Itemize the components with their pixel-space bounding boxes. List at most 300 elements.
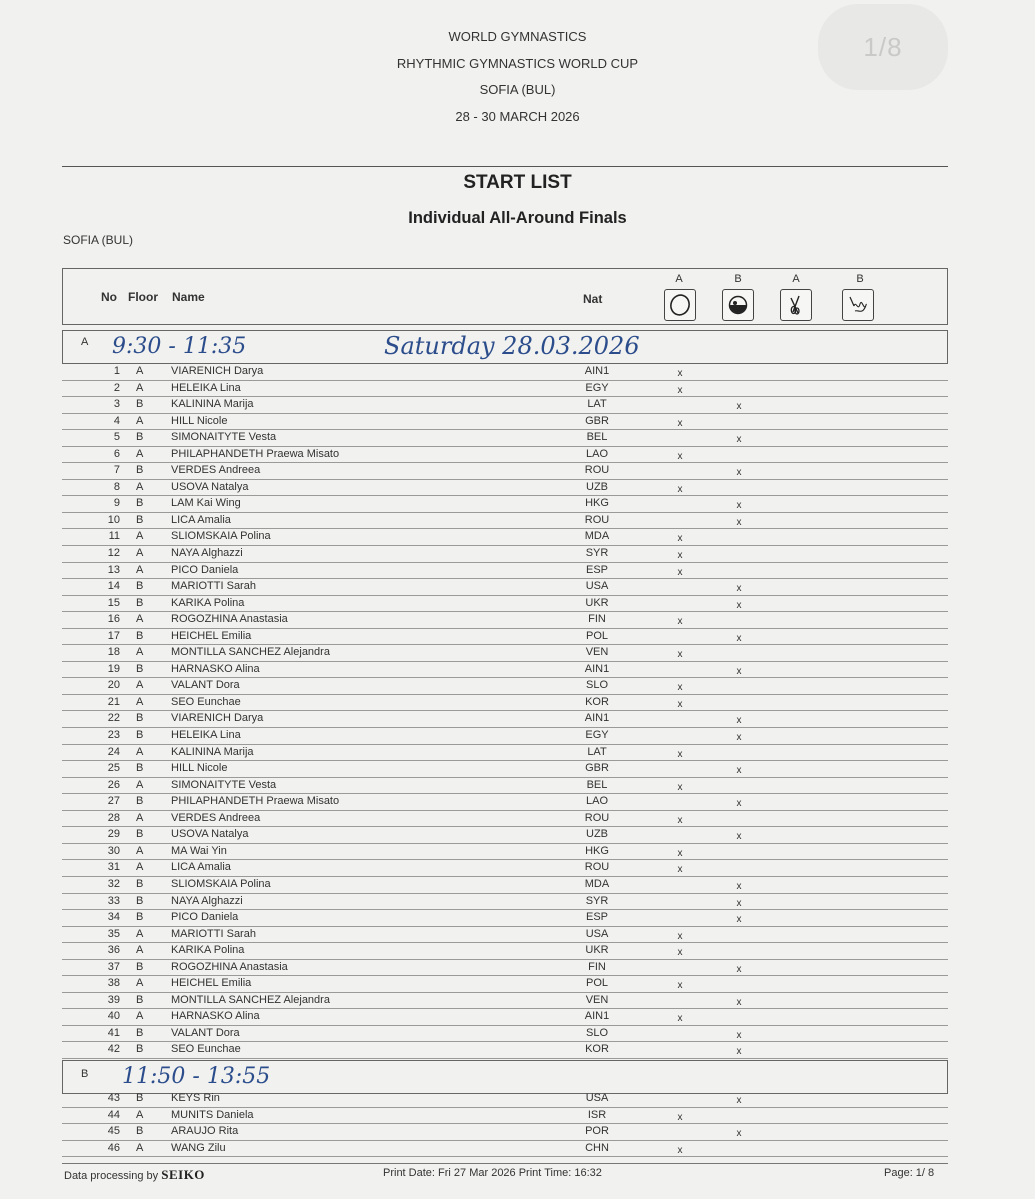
- athlete-nat: SYR: [585, 547, 609, 560]
- athlete-name: HEICHEL Emilia: [171, 629, 252, 642]
- event-name: RHYTHMIC GYMNASTICS WORLD CUP: [396, 55, 639, 71]
- athlete-nat: UKR: [585, 596, 609, 609]
- athlete-no: 5: [113, 431, 120, 444]
- athlete-floor: B: [136, 629, 144, 642]
- athlete-no: 20: [107, 679, 120, 692]
- athlete-name: VIARENICH Darya: [171, 712, 264, 725]
- athlete-name: KARIKA Polina: [171, 944, 245, 957]
- footer-data-processing: [64, 1167, 205, 1183]
- table-row: [62, 1108, 948, 1125]
- athlete-no: 31: [107, 861, 120, 874]
- group-a-time-handwritten: 9:30 - 11:35: [112, 334, 247, 359]
- athlete-no: 23: [107, 729, 120, 742]
- athlete-floor: B: [136, 497, 144, 510]
- table-row: [62, 645, 948, 662]
- athlete-nat: HKG: [585, 497, 609, 510]
- apparatus-mark: x: [736, 732, 742, 744]
- athlete-floor: B: [136, 911, 144, 924]
- athlete-nat: BEL: [586, 778, 608, 791]
- athlete-floor: B: [136, 580, 144, 593]
- table-row: [62, 513, 948, 530]
- table-row: [62, 381, 948, 398]
- page-subtitle: Individual All-Around Finals: [408, 209, 627, 227]
- table-row: [62, 678, 948, 695]
- table-row: [62, 662, 948, 679]
- table-row: [62, 496, 948, 513]
- apparatus-mark: x: [736, 1128, 742, 1140]
- athlete-floor: B: [136, 795, 144, 808]
- athlete-no: 7: [113, 464, 120, 477]
- athlete-name: SIMONAITYTE Vesta: [171, 778, 277, 791]
- athlete-no: 9: [113, 497, 120, 510]
- athlete-name: KEYS Rin: [171, 1092, 220, 1104]
- data-processing-label: Data processing by: [64, 1170, 159, 1182]
- hoop-icon: [664, 289, 696, 321]
- apparatus-mark: x: [677, 533, 683, 545]
- athlete-name: PICO Daniela: [171, 911, 239, 924]
- apparatus-mark: x: [736, 1029, 742, 1041]
- apparatus-mark: x: [736, 715, 742, 727]
- athlete-floor: A: [136, 480, 144, 493]
- table-row: [62, 711, 948, 728]
- table-row: [62, 430, 948, 447]
- athlete-name: PICO Daniela: [171, 563, 239, 576]
- table-row: [62, 1042, 948, 1059]
- athlete-nat: SLO: [585, 679, 608, 692]
- athlete-floor: A: [136, 695, 144, 708]
- athlete-floor: A: [136, 927, 144, 940]
- athlete-name: HELEIKA Lina: [171, 729, 241, 742]
- athlete-floor: A: [136, 613, 144, 626]
- apparatus-mark: x: [677, 483, 683, 495]
- athlete-name: PHILAPHANDETH Praewa Misato: [171, 795, 340, 808]
- athlete-name: WANG Zilu: [171, 1141, 226, 1154]
- athlete-nat: ROU: [584, 811, 610, 824]
- ball-icon: [722, 289, 754, 321]
- athlete-nat: KOR: [585, 1043, 609, 1056]
- col-header-floor: Floor: [128, 290, 158, 304]
- apparatus-mark: x: [736, 401, 742, 413]
- table-row: [62, 927, 948, 944]
- event-header: [0, 24, 1035, 130]
- athlete-name: HILL Nicole: [171, 414, 228, 427]
- athlete-floor: B: [136, 1125, 144, 1138]
- athlete-floor: A: [136, 414, 144, 427]
- apparatus-mark: x: [736, 599, 742, 611]
- apparatus-mark: x: [736, 963, 742, 975]
- table-row: [62, 761, 948, 778]
- athlete-name: ARAUJO Rita: [171, 1125, 239, 1138]
- athlete-floor: B: [136, 729, 144, 742]
- apparatus-mark: x: [736, 434, 742, 446]
- apparatus-mark: x: [677, 1013, 683, 1025]
- athlete-nat: FIN: [588, 613, 606, 626]
- athlete-no: 41: [107, 1026, 120, 1039]
- athlete-name: HARNASKO Alina: [171, 1010, 260, 1023]
- table-row: [62, 910, 948, 927]
- table-row: [62, 596, 948, 613]
- athlete-nat: AIN1: [584, 365, 610, 377]
- athlete-floor: A: [136, 944, 144, 957]
- athlete-floor: B: [136, 960, 144, 973]
- athlete-name: NAYA Alghazzi: [171, 547, 243, 560]
- athlete-name: VERDES Andreea: [171, 811, 261, 824]
- athlete-floor: A: [136, 1141, 144, 1154]
- athlete-name: HEICHEL Emilia: [171, 977, 252, 990]
- athlete-nat: VEN: [585, 993, 609, 1006]
- athlete-nat: MDA: [584, 877, 610, 890]
- athlete-nat: ESP: [585, 563, 608, 576]
- athlete-no: 46: [107, 1141, 120, 1154]
- apparatus-mark: x: [736, 831, 742, 843]
- apparatus-mark: x: [677, 550, 683, 562]
- athlete-no: 25: [107, 762, 120, 775]
- start-list-table-a: [62, 364, 948, 1059]
- apparatus-mark: x: [736, 914, 742, 926]
- athlete-nat: CHN: [585, 1141, 609, 1154]
- group-a-day-handwritten: Saturday 28.03.2026: [384, 332, 640, 360]
- athlete-floor: B: [136, 431, 144, 444]
- athlete-name: VALANT Dora: [171, 1026, 240, 1039]
- athlete-nat: SYR: [585, 894, 609, 907]
- table-row: [62, 877, 948, 894]
- athlete-floor: B: [136, 1092, 144, 1104]
- athlete-no: 37: [107, 960, 120, 973]
- apparatus-mark: x: [677, 781, 683, 793]
- footer-page-number: Page: 1/ 8: [884, 1167, 935, 1179]
- athlete-name: NAYA Alghazzi: [171, 894, 243, 907]
- page-title: START LIST: [463, 172, 572, 193]
- athlete-no: 39: [107, 993, 120, 1006]
- apparatus-mark: x: [677, 384, 683, 396]
- athlete-no: 24: [107, 745, 120, 758]
- athlete-no: 19: [107, 662, 120, 675]
- athlete-floor: B: [136, 398, 144, 411]
- athlete-no: 17: [107, 629, 120, 642]
- athlete-floor: A: [136, 530, 144, 543]
- athlete-name: MONTILLA SANCHEZ Alejandra: [171, 646, 330, 659]
- athlete-no: 44: [107, 1108, 120, 1121]
- athlete-no: 27: [107, 795, 120, 808]
- athlete-name: SLIOMSKAIA Polina: [171, 877, 271, 890]
- athlete-name: VIARENICH Darya: [171, 365, 264, 377]
- apparatus-mark: x: [677, 864, 683, 876]
- athlete-nat: AIN1: [584, 712, 610, 725]
- athlete-nat: POR: [585, 1125, 609, 1138]
- athlete-no: 42: [107, 1043, 120, 1056]
- athlete-no: 38: [107, 977, 120, 990]
- athlete-no: 11: [108, 530, 120, 543]
- athlete-nat: ESP: [585, 911, 608, 924]
- athlete-no: 14: [107, 580, 120, 593]
- table-row: [62, 1141, 948, 1158]
- athlete-no: 6: [113, 447, 120, 460]
- athlete-no: 10: [107, 513, 120, 526]
- athlete-nat: SLO: [585, 1026, 608, 1039]
- athlete-nat: KOR: [585, 695, 609, 708]
- athlete-no: 28: [107, 811, 120, 824]
- athlete-floor: A: [136, 679, 144, 692]
- seiko-logo: SEIKO: [161, 1167, 205, 1182]
- table-row: [62, 695, 948, 712]
- athlete-no: 16: [107, 613, 120, 626]
- athlete-floor: A: [136, 861, 144, 874]
- athlete-name: USOVA Natalya: [171, 480, 249, 493]
- athlete-nat: ROU: [584, 861, 610, 874]
- athlete-name: MARIOTTI Sarah: [171, 580, 256, 593]
- table-row: [62, 976, 948, 993]
- table-row: [62, 397, 948, 414]
- event-org: WORLD GYMNASTICS: [448, 29, 587, 44]
- athlete-no: 40: [107, 1010, 120, 1023]
- group-b-letter: B: [81, 1068, 89, 1080]
- table-row: [62, 745, 948, 762]
- apparatus-mark: x: [736, 897, 742, 909]
- athlete-name: KALININA Marija: [171, 745, 254, 758]
- athlete-name: VALANT Dora: [171, 679, 240, 692]
- athlete-floor: A: [136, 844, 144, 857]
- athlete-name: ROGOZHINA Anastasia: [171, 960, 288, 973]
- table-row: [62, 811, 948, 828]
- athlete-name: LAM Kai Wing: [171, 497, 241, 510]
- athlete-name: LICA Amalia: [171, 513, 231, 526]
- table-row: [62, 546, 948, 563]
- col-header-no: No: [101, 290, 117, 304]
- event-dates: 28 - 30 MARCH 2026: [455, 108, 580, 124]
- table-row: [62, 447, 948, 464]
- athlete-name: VERDES Andreea: [171, 464, 261, 477]
- table-row: [62, 414, 948, 431]
- athlete-floor: A: [136, 811, 144, 824]
- athlete-nat: ISR: [587, 1108, 607, 1121]
- athlete-floor: B: [136, 762, 144, 775]
- athlete-floor: B: [136, 1043, 144, 1056]
- athlete-no: 26: [107, 778, 120, 791]
- apparatus-mark: x: [736, 1046, 742, 1058]
- table-row: [62, 728, 948, 745]
- table-row: [62, 1009, 948, 1026]
- athlete-nat: ROU: [584, 513, 610, 526]
- athlete-floor: B: [136, 513, 144, 526]
- apparatus-floor-1: A: [675, 273, 683, 285]
- athlete-floor: B: [136, 894, 144, 907]
- apparatus-mark: x: [736, 665, 742, 677]
- athlete-name: HILL Nicole: [171, 762, 228, 775]
- athlete-no: 35: [107, 927, 120, 940]
- apparatus-mark: x: [736, 1095, 742, 1106]
- athlete-nat: USA: [585, 927, 609, 940]
- apparatus-mark: x: [677, 947, 683, 959]
- ribbon-icon: [842, 289, 874, 321]
- athlete-nat: POL: [585, 977, 608, 990]
- athlete-name: MUNITS Daniela: [171, 1108, 254, 1121]
- athlete-floor: A: [136, 646, 144, 659]
- group-b-time-handwritten: 11:50 - 13:55: [122, 1064, 271, 1089]
- col-header-nat: Nat: [583, 292, 603, 306]
- apparatus-mark: x: [677, 1144, 683, 1156]
- athlete-name: HELEIKA Lina: [171, 381, 241, 394]
- athlete-nat: POL: [585, 629, 608, 642]
- athlete-nat: AIN1: [584, 1010, 610, 1023]
- athlete-no: 4: [113, 414, 120, 427]
- venue-label: SOFIA (BUL): [63, 233, 134, 247]
- athlete-floor: A: [136, 1108, 144, 1121]
- athlete-floor: B: [136, 596, 144, 609]
- athlete-name: LICA Amalia: [171, 861, 231, 874]
- athlete-nat: EGY: [585, 381, 609, 394]
- table-row: [62, 1091, 948, 1108]
- apparatus-mark: x: [736, 765, 742, 777]
- table-row: [62, 1026, 948, 1043]
- athlete-name: MARIOTTI Sarah: [171, 927, 256, 940]
- athlete-no: 34: [107, 911, 120, 924]
- athlete-nat: LAT: [587, 398, 607, 411]
- apparatus-mark: x: [736, 880, 742, 892]
- table-row: [62, 579, 948, 596]
- athlete-floor: B: [136, 712, 144, 725]
- athlete-floor: B: [136, 1026, 144, 1039]
- table-row: [62, 629, 948, 646]
- athlete-nat: VEN: [585, 646, 609, 659]
- athlete-no: 13: [107, 563, 120, 576]
- athlete-floor: A: [136, 778, 144, 791]
- apparatus-mark: x: [677, 1111, 683, 1123]
- apparatus-mark: x: [677, 417, 683, 429]
- apparatus-mark: x: [736, 467, 742, 479]
- athlete-floor: B: [136, 662, 144, 675]
- athlete-nat: GBR: [585, 762, 609, 775]
- table-row: [62, 563, 948, 580]
- athlete-name: PHILAPHANDETH Praewa Misato: [171, 447, 340, 460]
- athlete-floor: A: [136, 977, 144, 990]
- apparatus-mark: x: [736, 996, 742, 1008]
- table-row: [62, 1124, 948, 1141]
- start-list-table-b: [62, 1091, 948, 1157]
- athlete-nat: UKR: [585, 944, 609, 957]
- athlete-nat: LAO: [585, 447, 608, 460]
- clubs-icon: [780, 289, 812, 321]
- table-row: [62, 993, 948, 1010]
- apparatus-mark: x: [677, 814, 683, 826]
- athlete-nat: USA: [585, 580, 609, 593]
- athlete-no: 33: [107, 894, 120, 907]
- athlete-no: 32: [107, 877, 120, 890]
- athlete-no: 12: [107, 547, 120, 560]
- table-row: [62, 827, 948, 844]
- table-row: [62, 364, 948, 381]
- apparatus-floor-2: B: [734, 273, 742, 285]
- event-location: SOFIA (BUL): [479, 82, 556, 97]
- athlete-floor: A: [136, 1010, 144, 1023]
- athlete-name: HARNASKO Alina: [171, 662, 260, 675]
- athlete-no: 43: [107, 1092, 120, 1104]
- apparatus-mark: x: [677, 980, 683, 992]
- athlete-no: 15: [107, 596, 120, 609]
- athlete-floor: A: [136, 447, 144, 460]
- athlete-name: KALININA Marija: [171, 398, 254, 411]
- athlete-name: SIMONAITYTE Vesta: [171, 431, 277, 444]
- table-row: [62, 529, 948, 546]
- athlete-nat: MDA: [584, 530, 610, 543]
- athlete-no: 18: [107, 646, 120, 659]
- athlete-floor: B: [136, 828, 144, 841]
- apparatus-mark: x: [677, 748, 683, 760]
- athlete-no: 36: [107, 944, 120, 957]
- athlete-no: 2: [113, 381, 120, 394]
- apparatus-mark: x: [677, 450, 683, 462]
- group-a-letter: A: [81, 336, 89, 348]
- apparatus-mark: x: [677, 698, 683, 710]
- apparatus-mark: x: [736, 632, 742, 644]
- apparatus-mark: x: [677, 368, 683, 379]
- athlete-nat: LAO: [585, 795, 608, 808]
- apparatus-mark: x: [736, 516, 742, 528]
- athlete-nat: HKG: [585, 844, 609, 857]
- table-row: [62, 612, 948, 629]
- athlete-nat: AIN1: [584, 662, 610, 675]
- athlete-floor: A: [136, 381, 144, 394]
- athlete-no: 3: [113, 398, 120, 411]
- apparatus-mark: x: [677, 930, 683, 942]
- athlete-nat: GBR: [585, 414, 609, 427]
- athlete-nat: ROU: [584, 464, 610, 477]
- athlete-floor: A: [136, 563, 144, 576]
- col-header-name: Name: [172, 290, 205, 304]
- athlete-no: 45: [107, 1125, 120, 1138]
- athlete-no: 1: [113, 365, 120, 377]
- apparatus-mark: x: [677, 847, 683, 859]
- athlete-no: 21: [107, 695, 120, 708]
- table-row: [62, 844, 948, 861]
- table-row: [62, 860, 948, 877]
- athlete-name: ROGOZHINA Anastasia: [171, 613, 288, 626]
- table-row: [62, 894, 948, 911]
- footer-divider: [62, 1163, 948, 1164]
- athlete-no: 8: [113, 480, 120, 493]
- athlete-name: USOVA Natalya: [171, 828, 249, 841]
- athlete-name: SEO Eunchae: [171, 695, 241, 708]
- athlete-nat: LAT: [587, 745, 607, 758]
- athlete-no: 29: [107, 828, 120, 841]
- athlete-floor: B: [136, 877, 144, 890]
- athlete-nat: EGY: [585, 729, 609, 742]
- athlete-name: SLIOMSKAIA Polina: [171, 530, 271, 543]
- table-row: [62, 778, 948, 795]
- apparatus-floor-3: A: [792, 273, 800, 285]
- athlete-name: SEO Eunchae: [171, 1043, 241, 1056]
- athlete-name: MONTILLA SANCHEZ Alejandra: [171, 993, 330, 1006]
- athlete-floor: A: [136, 547, 144, 560]
- athlete-floor: B: [136, 464, 144, 477]
- athlete-nat: USA: [585, 1092, 609, 1104]
- apparatus-mark: x: [736, 798, 742, 810]
- athlete-floor: B: [136, 993, 144, 1006]
- table-row: [62, 480, 948, 497]
- table-row: [62, 794, 948, 811]
- athlete-floor: A: [136, 745, 144, 758]
- athlete-nat: UZB: [586, 480, 608, 493]
- table-row: [62, 960, 948, 977]
- apparatus-mark: x: [677, 566, 683, 578]
- page-counter-watermark: 1/8: [818, 4, 948, 90]
- apparatus-floor-4: B: [856, 273, 864, 285]
- header-divider: [62, 166, 948, 167]
- table-row: [62, 943, 948, 960]
- athlete-name: KARIKA Polina: [171, 596, 245, 609]
- footer-print-info: Print Date: Fri 27 Mar 2026 Print Time: 16:32: [383, 1167, 602, 1179]
- athlete-nat: UZB: [586, 828, 608, 841]
- athlete-floor: A: [136, 365, 144, 377]
